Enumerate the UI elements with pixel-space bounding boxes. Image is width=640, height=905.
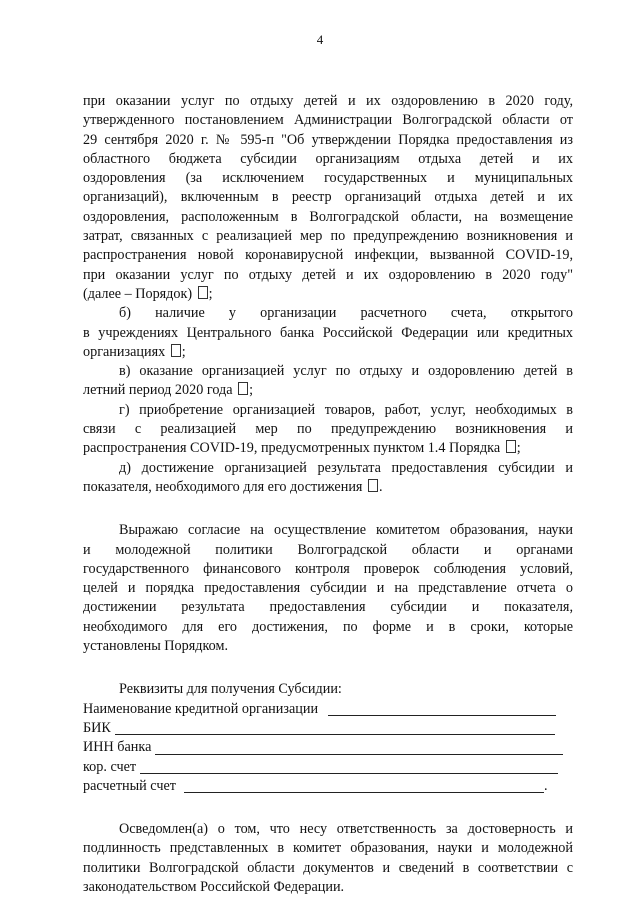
text-fragment: распространения COVID-19, предусмотренных пунктом 1.4 Порядка xyxy=(83,440,501,457)
punctuation: ; xyxy=(208,285,213,302)
inn-row xyxy=(83,738,573,757)
document-body xyxy=(83,92,573,897)
punctuation: ; xyxy=(516,440,521,457)
text-line xyxy=(83,478,573,497)
text-line: подлинность представленных в комитет образования, науки и молодежной xyxy=(83,840,573,857)
text-line: д) достижение организацией результата предоставления субсидии и xyxy=(119,459,573,476)
bik-field[interactable] xyxy=(115,720,555,735)
text-line: целей и порядка предоставления субсидии и на представление отчета о xyxy=(83,580,573,597)
requisites-heading: Реквизиты для получения Субсидии: xyxy=(119,681,342,698)
notice-paragraph xyxy=(83,820,573,897)
item-v xyxy=(83,362,573,401)
text-line: связи с реализацией мер по предупреждению возникновения и xyxy=(83,421,573,438)
text-line: утвержденного постановлением Администрации Волгоградской области от xyxy=(83,112,573,129)
checkbox[interactable] xyxy=(368,479,378,492)
page-number: 4 xyxy=(316,32,324,47)
text-fragment: организациях xyxy=(83,343,166,360)
corr-account-label: кор. счет xyxy=(83,758,137,775)
text-line: затрат, связанных с реализацией мер по предупреждению возникновения и xyxy=(83,228,573,245)
text-line xyxy=(83,285,573,304)
text-fragment: летний период 2020 года xyxy=(83,382,233,399)
bik-row xyxy=(83,719,573,738)
bank-name-row xyxy=(83,700,573,719)
text-line: достижении результата предоставления субсидии и показателя, xyxy=(83,599,573,616)
text-line xyxy=(83,343,573,362)
text-line: оздоровления, расположенным в Волгоградской области, на возмещение xyxy=(83,208,573,225)
text-line: в учреждениях Центрального банка Российской Федерации или кредитных xyxy=(83,324,573,341)
text-line: областного бюджета субсидии организациям отдыха детей и их xyxy=(83,150,573,167)
spacer xyxy=(83,796,573,820)
text-line: законодательством Российской Федерации. xyxy=(83,878,345,895)
inn-label: ИНН банка xyxy=(83,739,152,756)
inn-field[interactable] xyxy=(155,740,563,755)
corr-account-field[interactable] xyxy=(140,759,558,774)
bank-name-field[interactable] xyxy=(328,701,556,716)
checkbox[interactable] xyxy=(238,382,248,395)
text-line: 29 сентября 2020 г. № 595-п "Об утверждении Порядка предоставления из xyxy=(83,131,573,148)
text-line: государственного финансового контроля проверок соблюдения условий, xyxy=(83,560,573,577)
text-line: при оказании услуг по отдыху детей и их оздоровлению в 2020 году" xyxy=(83,266,573,283)
text-line: организаций), включенным в реестр организаций отдыха детей и их xyxy=(83,189,573,206)
text-line: в) оказание организацией услуг по отдыху и оздоровлению детей в xyxy=(119,363,573,380)
punctuation: ; xyxy=(181,343,186,360)
text-line: Осведомлен(а) о том, что несу ответственность за достоверность и xyxy=(119,821,573,838)
spacer xyxy=(83,656,573,680)
text-line xyxy=(83,381,573,400)
checkbox[interactable] xyxy=(171,344,181,357)
text-fragment: (далее – Порядок) xyxy=(83,285,193,302)
account-field[interactable] xyxy=(184,778,544,793)
paragraph-poryadok xyxy=(83,92,573,304)
corr-account-row xyxy=(83,758,573,777)
text-line: г) приобретение организацией товаров, работ, услуг, необходимых в xyxy=(119,401,573,418)
text-line: необходимого для его достижения, по форме и в сроки, которые xyxy=(83,618,573,635)
punctuation: . xyxy=(378,478,383,495)
checkbox[interactable] xyxy=(198,286,208,299)
text-line: политики Волгоградской области документов и сведений в соответствии с xyxy=(83,859,573,876)
text-line: установлены Порядком. xyxy=(83,638,229,655)
text-line: при оказании услуг по отдыху детей и их оздоровлению в 2020 году, xyxy=(83,93,573,109)
bik-label: БИК xyxy=(83,719,111,736)
text-line: и молодежной политики Волгоградской области и органами xyxy=(83,541,573,558)
item-d xyxy=(83,459,573,498)
text-line: Выражаю согласие на осуществление комитетом образования, науки xyxy=(119,522,573,539)
requisites-block xyxy=(83,680,573,796)
account-label: расчетный счет xyxy=(83,777,176,794)
text-line: распространения новой коронавирусной инфекции, вызванной COVID-19, xyxy=(83,247,573,264)
text-line xyxy=(83,439,573,458)
text-line: б) наличие у организации расчетного счета, открытого xyxy=(119,305,573,322)
account-end: . xyxy=(543,777,548,794)
punctuation: ; xyxy=(249,382,254,399)
checkbox[interactable] xyxy=(506,440,516,453)
bank-name-label: Наименование кредитной организации xyxy=(83,700,319,717)
item-g xyxy=(83,401,573,459)
consent-paragraph xyxy=(83,521,573,656)
account-row xyxy=(83,777,573,796)
text-fragment: показателя, необходимого для его достижения xyxy=(83,478,363,495)
spacer xyxy=(83,497,573,521)
text-line: оздоровления (за исключением государственных и муниципальных xyxy=(83,170,573,187)
item-b xyxy=(83,304,573,362)
